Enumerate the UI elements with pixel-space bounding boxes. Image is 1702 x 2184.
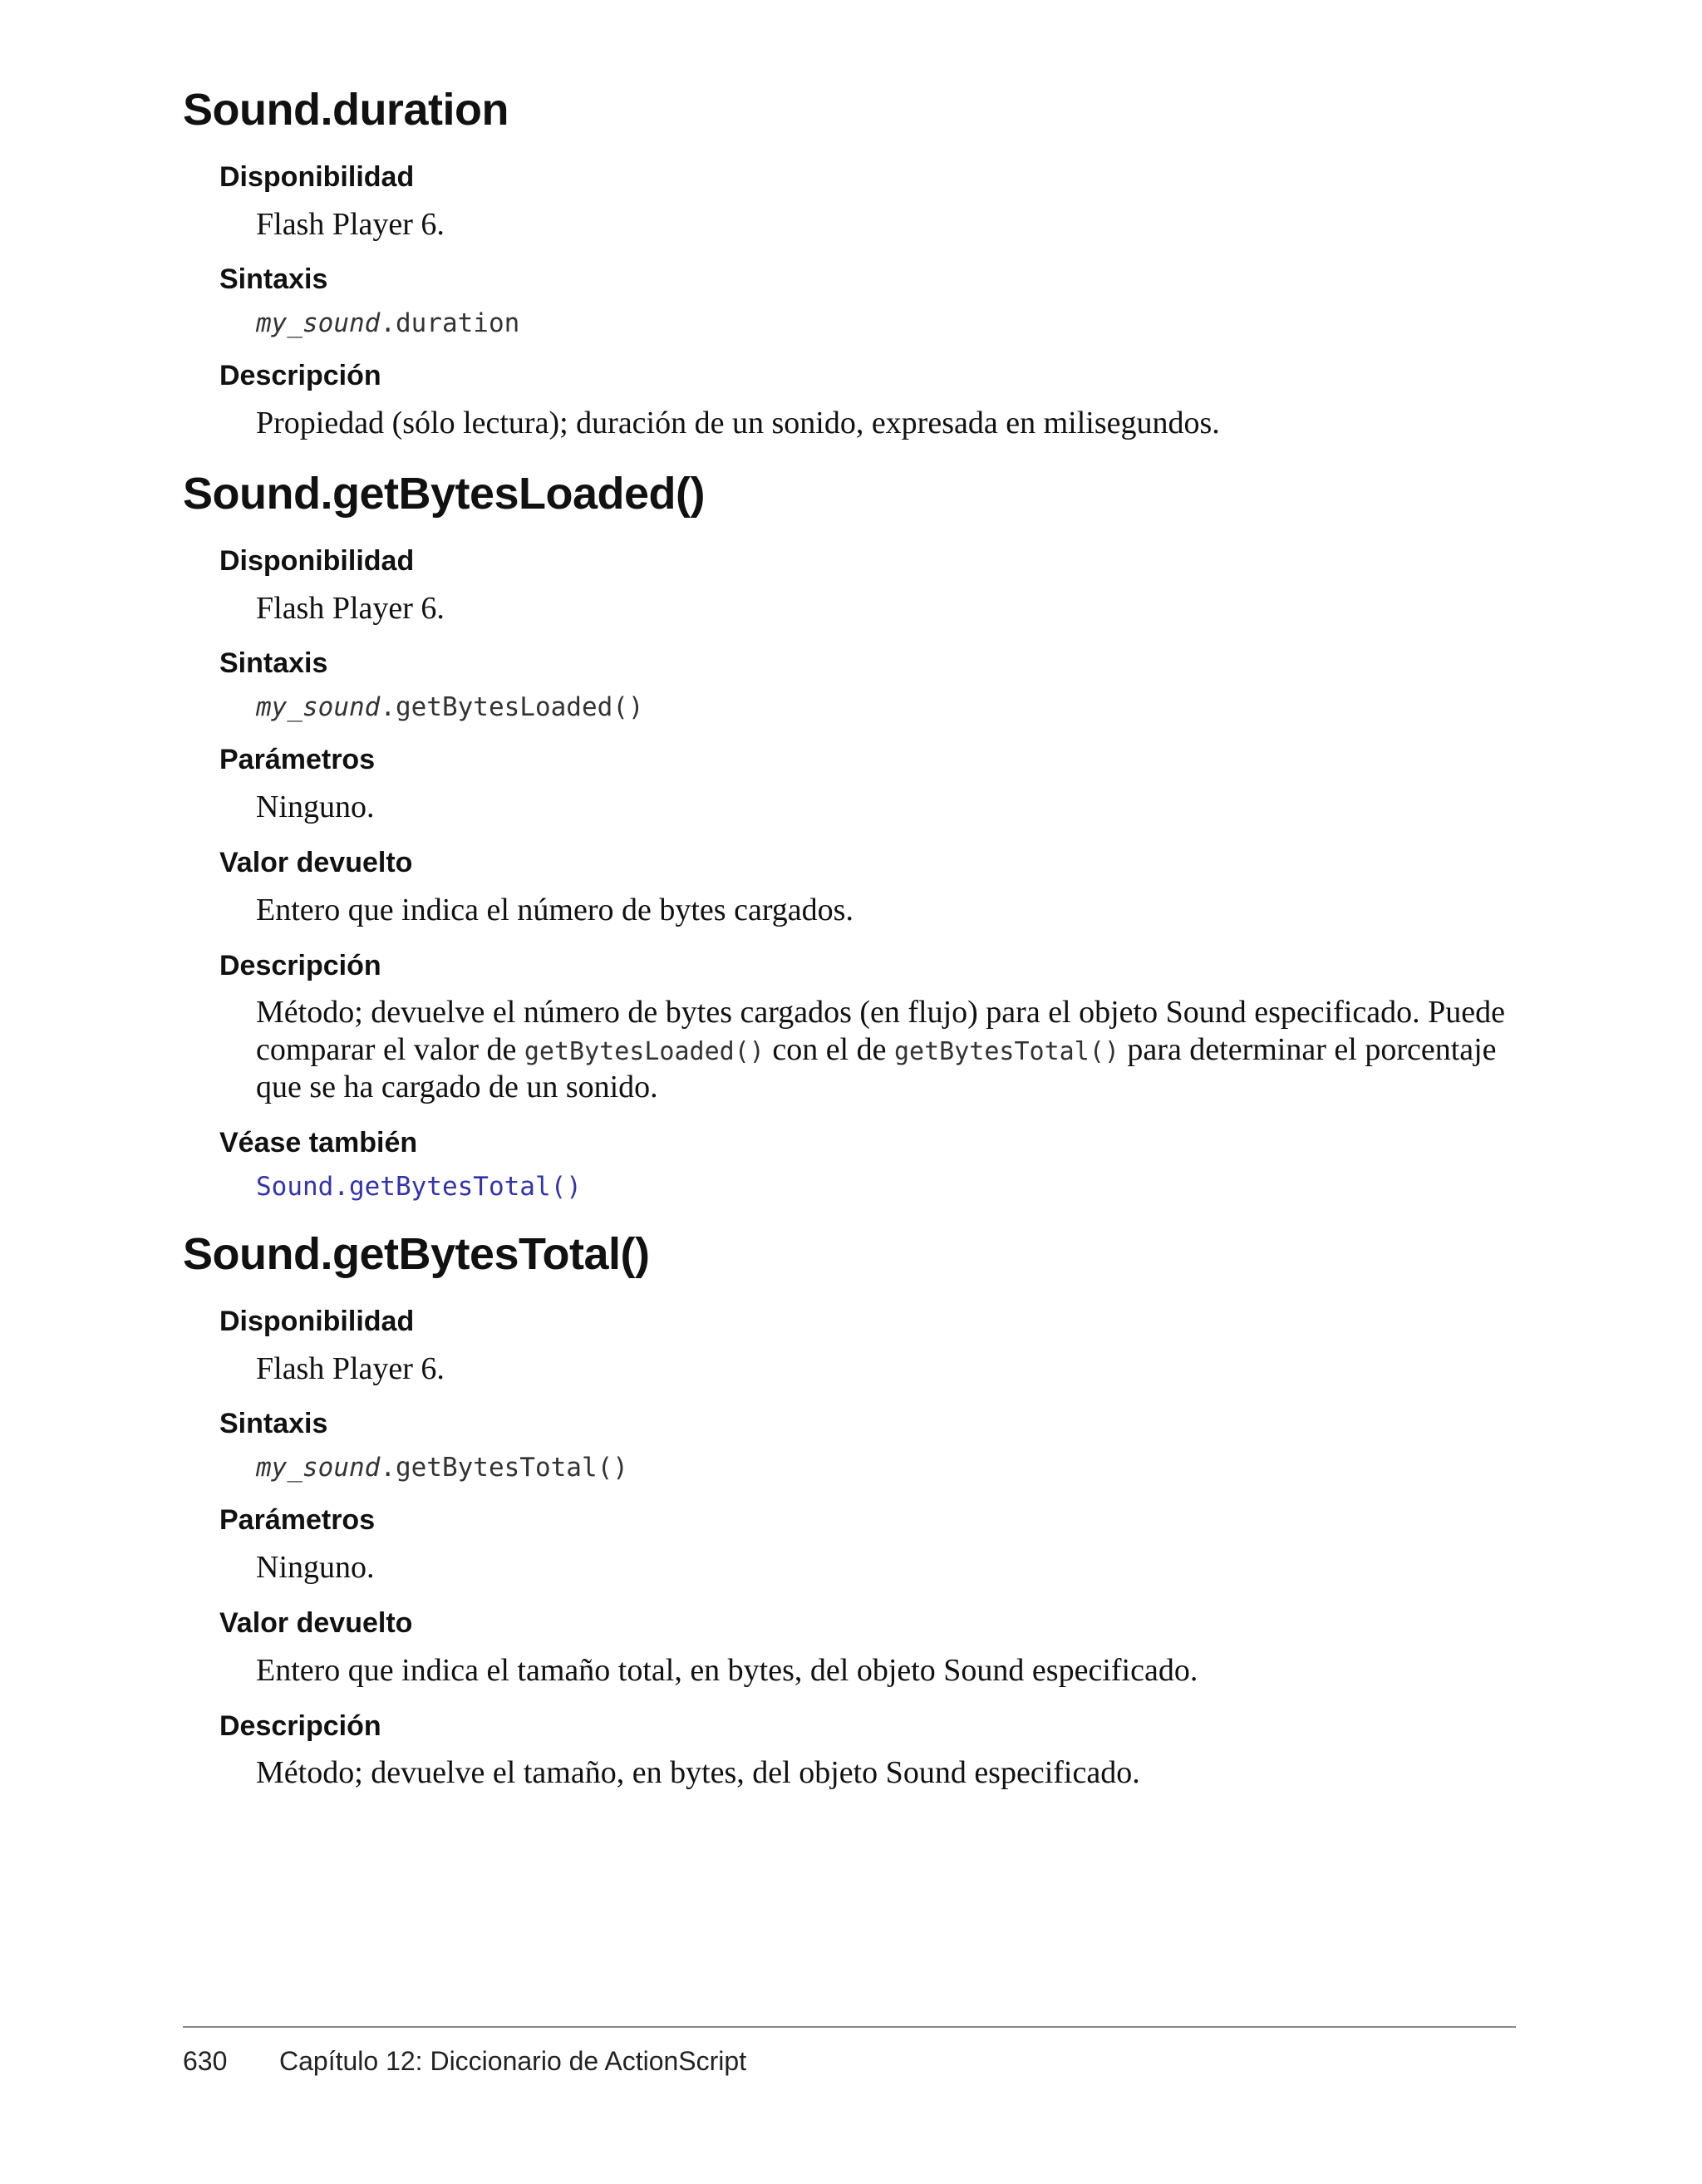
section-heading: Sintaxis: [219, 263, 328, 296]
description-part: Método; devuelve el número de bytes cargados (en flujo) para el objeto Sound especificado. Puede comparar el valor de: [256, 995, 1505, 1068]
syntax-code: [256, 308, 1513, 339]
parameters-section: [219, 1503, 1513, 1586]
parameters-text: Ninguno.: [256, 1550, 375, 1586]
description-text: Método; devuelve el tamaño, en bytes, del objeto Sound especificado.: [256, 1755, 1140, 1791]
description-part: con el de: [764, 1032, 894, 1068]
inline-code: getBytesLoaded(): [524, 1037, 765, 1067]
availability-section: [219, 544, 1513, 627]
see-also-link[interactable]: Sound.getBytesTotal(): [256, 1171, 582, 1202]
syntax-code: [256, 1453, 1513, 1483]
syntax-code: [256, 692, 1513, 723]
section-heading: Disponibilidad: [219, 160, 415, 193]
availability-text: Flash Player 6.: [256, 590, 445, 626]
parameters-text: Ninguno.: [256, 789, 375, 825]
section-heading: Sintaxis: [219, 647, 328, 680]
chapter-title: Capítulo 12: Diccionario de ActionScript: [279, 2046, 747, 2076]
see-also-line: [256, 1172, 1513, 1203]
entry-title: Sound.getBytesTotal(): [183, 1228, 650, 1279]
parameters-section: [219, 743, 1513, 826]
page-content: [183, 83, 1513, 1817]
availability-section: [219, 160, 1513, 243]
see-also-section: [219, 1126, 1513, 1203]
returns-section: [219, 846, 1513, 929]
section-heading: Valor devuelto: [219, 1606, 413, 1639]
entry-title: Sound.getBytesLoaded(): [183, 469, 706, 519]
availability-section: [219, 1305, 1513, 1388]
entry-title: Sound.duration: [183, 85, 509, 135]
description-section: [219, 1709, 1513, 1793]
entry-sound-getbytestotal: [183, 1227, 1513, 1792]
entry-sound-getbytesloaded: [183, 467, 1513, 1203]
section-heading: Parámetros: [219, 744, 376, 776]
availability-text: Flash Player 6.: [256, 1350, 445, 1386]
section-heading: Descripción: [219, 1709, 381, 1742]
description-text: [256, 994, 1513, 1105]
syntax-object: my_sound: [256, 1453, 381, 1483]
page-number: 630: [183, 2046, 228, 2076]
page-footer: [183, 2046, 746, 2077]
entry-sound-duration: [183, 83, 1513, 442]
footer-divider: [183, 2026, 1516, 2028]
syntax-member: .getBytesTotal(): [380, 1453, 628, 1483]
section-heading: Disponibilidad: [219, 544, 415, 577]
returns-section: [219, 1606, 1513, 1690]
returns-text: Entero que indica el número de bytes cargados.: [256, 892, 853, 927]
description-section: [219, 359, 1513, 442]
section-heading: Disponibilidad: [219, 1305, 415, 1337]
syntax-section: [219, 1407, 1513, 1483]
section-heading: Descripción: [219, 949, 381, 981]
section-heading: Valor devuelto: [219, 847, 413, 879]
syntax-section: [219, 647, 1513, 723]
inline-code: getBytesTotal(): [893, 1037, 1119, 1067]
section-heading: Parámetros: [219, 1504, 376, 1537]
description-part: para determinar el porcentaje que se ha cargado de un sonido.: [256, 1032, 1497, 1105]
syntax-object: my_sound: [256, 308, 381, 339]
section-heading: Sintaxis: [219, 1408, 328, 1440]
section-heading: Descripción: [219, 360, 381, 392]
syntax-section: [219, 263, 1513, 339]
returns-text: Entero que indica el tamaño total, en bytes, del objeto Sound especificado.: [256, 1652, 1198, 1688]
section-heading: Véase también: [219, 1126, 418, 1158]
syntax-member: .duration: [380, 308, 520, 339]
syntax-object: my_sound: [256, 692, 381, 723]
availability-text: Flash Player 6.: [256, 206, 445, 242]
description-text: Propiedad (sólo lectura); duración de un sonido, expresada en milisegundos.: [256, 406, 1220, 441]
syntax-member: .getBytesLoaded(): [380, 692, 644, 723]
description-section: [219, 949, 1513, 1106]
